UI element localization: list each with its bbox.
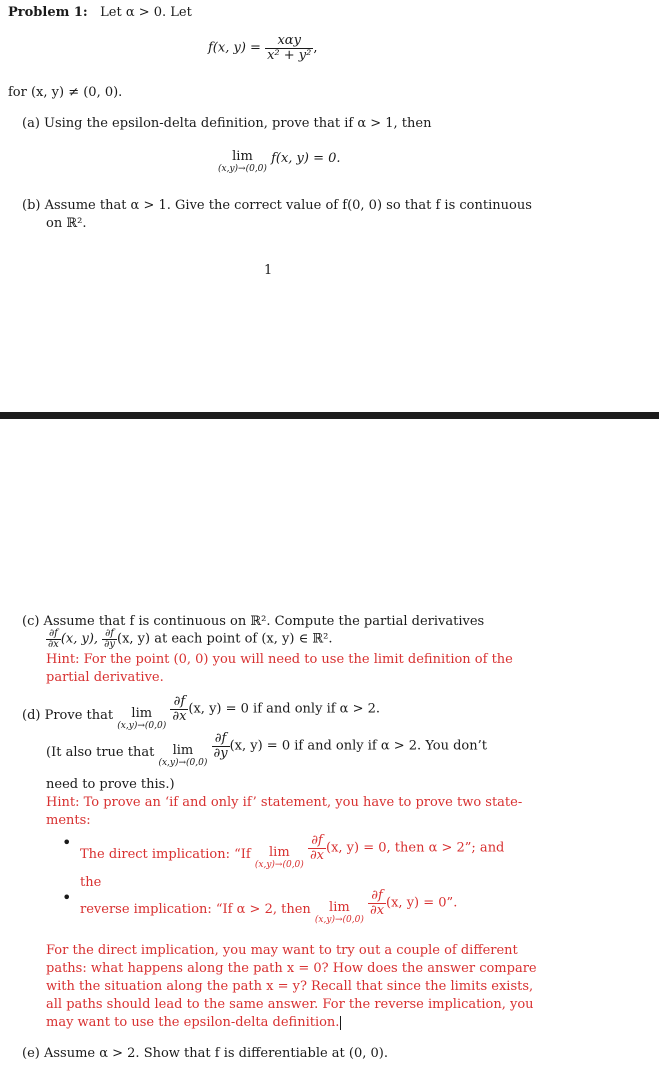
part-d-also-limit-sub: (x,y)→(0,0) xyxy=(158,758,208,768)
limit-subscript: (x,y)→(0,0) xyxy=(218,164,267,174)
para-line2: paths: what happens along the path x = 0? How does the answer compare xyxy=(46,961,537,976)
bullet-direct-fraction xyxy=(308,834,326,863)
page-divider xyxy=(0,412,659,419)
function-definition xyxy=(208,34,317,63)
partial-x-num: ∂f xyxy=(46,629,61,640)
part-d-also xyxy=(46,732,487,768)
bullet-direct-suffix: (x, y) = 0, then α > 2”; and xyxy=(326,840,505,856)
part-d-limit-sub: (x,y)→(0,0) xyxy=(117,721,167,731)
part-d-also-num: ∂f xyxy=(212,732,230,747)
function-lhs: f(x, y) = xyxy=(208,40,261,56)
partial-x-den: ∂x xyxy=(48,639,59,650)
bullet-reverse-limit xyxy=(315,901,364,925)
limit-word: lim xyxy=(232,149,253,164)
partial-y-fraction xyxy=(102,629,117,650)
bullet-reverse-limit-word: lim xyxy=(329,900,350,915)
bullet-reverse-num: ∂f xyxy=(368,889,386,904)
partial-x-fraction xyxy=(46,629,61,650)
part-b-line1: (b) Assume that α > 1. Give the correct value of f(0, 0) so that f is continuous xyxy=(22,198,532,213)
bullet-direct xyxy=(80,834,504,870)
part-d-also-prefix: (It also true that xyxy=(46,745,155,760)
partial-x-args: (x, y), xyxy=(60,631,99,647)
domain-note: for (x, y) ≠ (0, 0). xyxy=(8,85,123,100)
part-d-hint-line1: Hint: To prove an ‘if and only if’ statement, you have to prove two state- xyxy=(46,795,523,810)
part-d-also-fraction xyxy=(212,732,230,761)
function-punct: , xyxy=(313,40,318,56)
para-line3: with the situation along the path x = y? Recall that since the limits exists, xyxy=(46,979,534,994)
part-a-text: (a) Using the epsilon-delta definition, prove that if α > 1, then xyxy=(22,116,432,131)
function-denominator: x² + y² xyxy=(267,48,312,63)
function-fraction xyxy=(265,34,313,63)
part-d-also-line2: need to prove this.) xyxy=(46,777,175,792)
para-line5: may want to use the epsilon-delta definition. xyxy=(46,1015,340,1030)
part-c-line1: (c) Assume that f is continuous on ℝ². Compute the partial derivatives xyxy=(22,614,485,629)
para-line5-wrap xyxy=(46,1014,341,1032)
part-d-hint-line2: ments: xyxy=(46,813,91,828)
part-c-hint-line1: Hint: For the point (0, 0) you will need to use the limit definition of the xyxy=(46,652,513,667)
part-d-den: ∂x xyxy=(172,709,187,724)
part-c-line2 xyxy=(46,629,332,650)
text-cursor xyxy=(340,1016,341,1030)
problem-heading: Problem 1: xyxy=(8,5,88,20)
bullet-direct-limit xyxy=(255,846,304,870)
part-d-also-limit xyxy=(158,744,207,768)
part-d-prefix: (d) Prove that xyxy=(22,708,114,723)
part-d-statement xyxy=(22,695,380,731)
part-d-also-limit-word: lim xyxy=(172,743,194,758)
part-e-text: (e) Assume α > 2. Show that f is differentiable at (0, 0). xyxy=(22,1046,388,1061)
bullet-reverse-suffix: (x, y) = 0”. xyxy=(386,895,458,911)
bullet-direct-limit-sub: (x,y)→(0,0) xyxy=(254,860,304,870)
problem-intro: Let α > 0. Let xyxy=(100,5,192,20)
bullet-direct-line2: the xyxy=(80,875,102,890)
bullet-direct-limit-word: lim xyxy=(269,845,290,860)
bullet-reverse-fraction xyxy=(368,889,386,918)
part-b-line2: on ℝ². xyxy=(46,216,87,231)
limit-operator xyxy=(218,150,267,174)
part-c-hint-line2: partial derivative. xyxy=(46,670,164,685)
part-d-limit-word: lim xyxy=(131,706,153,721)
bullet-direct-den: ∂x xyxy=(309,848,324,863)
part-d-also-suffix: (x, y) = 0 if and only if α > 2. You don’t xyxy=(229,738,487,754)
bullet-reverse-den: ∂x xyxy=(369,903,385,918)
part-d-also-den: ∂y xyxy=(213,746,228,761)
part-d-limit xyxy=(117,707,166,731)
part-d-fraction xyxy=(170,695,188,724)
bullet-direct-num: ∂f xyxy=(308,834,326,849)
page-number: 1 xyxy=(264,263,273,278)
para-line1: For the direct implication, you may want to try out a couple of different xyxy=(46,943,518,958)
partial-y-den: ∂y xyxy=(104,639,115,650)
function-numerator: xαy xyxy=(265,34,313,49)
part-d-suffix: (x, y) = 0 if and only if α > 2. xyxy=(188,701,381,717)
bullet-reverse-limit-sub: (x,y)→(0,0) xyxy=(314,915,364,925)
bullet-reverse-prefix: reverse implication: “If α > 2, then xyxy=(80,902,311,917)
partial-y-args: (x, y) at each point of (x, y) ∈ ℝ². xyxy=(117,631,333,647)
part-d-num: ∂f xyxy=(170,695,188,710)
bullet-direct-prefix: The direct implication: “If xyxy=(80,847,251,862)
limit-expression: f(x, y) = 0. xyxy=(271,151,341,166)
bullet-reverse xyxy=(80,889,457,925)
para-line4: all paths should lead to the same answer. For the reverse implication, you xyxy=(46,997,534,1012)
partial-y-num: ∂f xyxy=(102,629,117,640)
part-a-limit xyxy=(218,150,341,174)
problem-heading-line xyxy=(8,4,192,22)
